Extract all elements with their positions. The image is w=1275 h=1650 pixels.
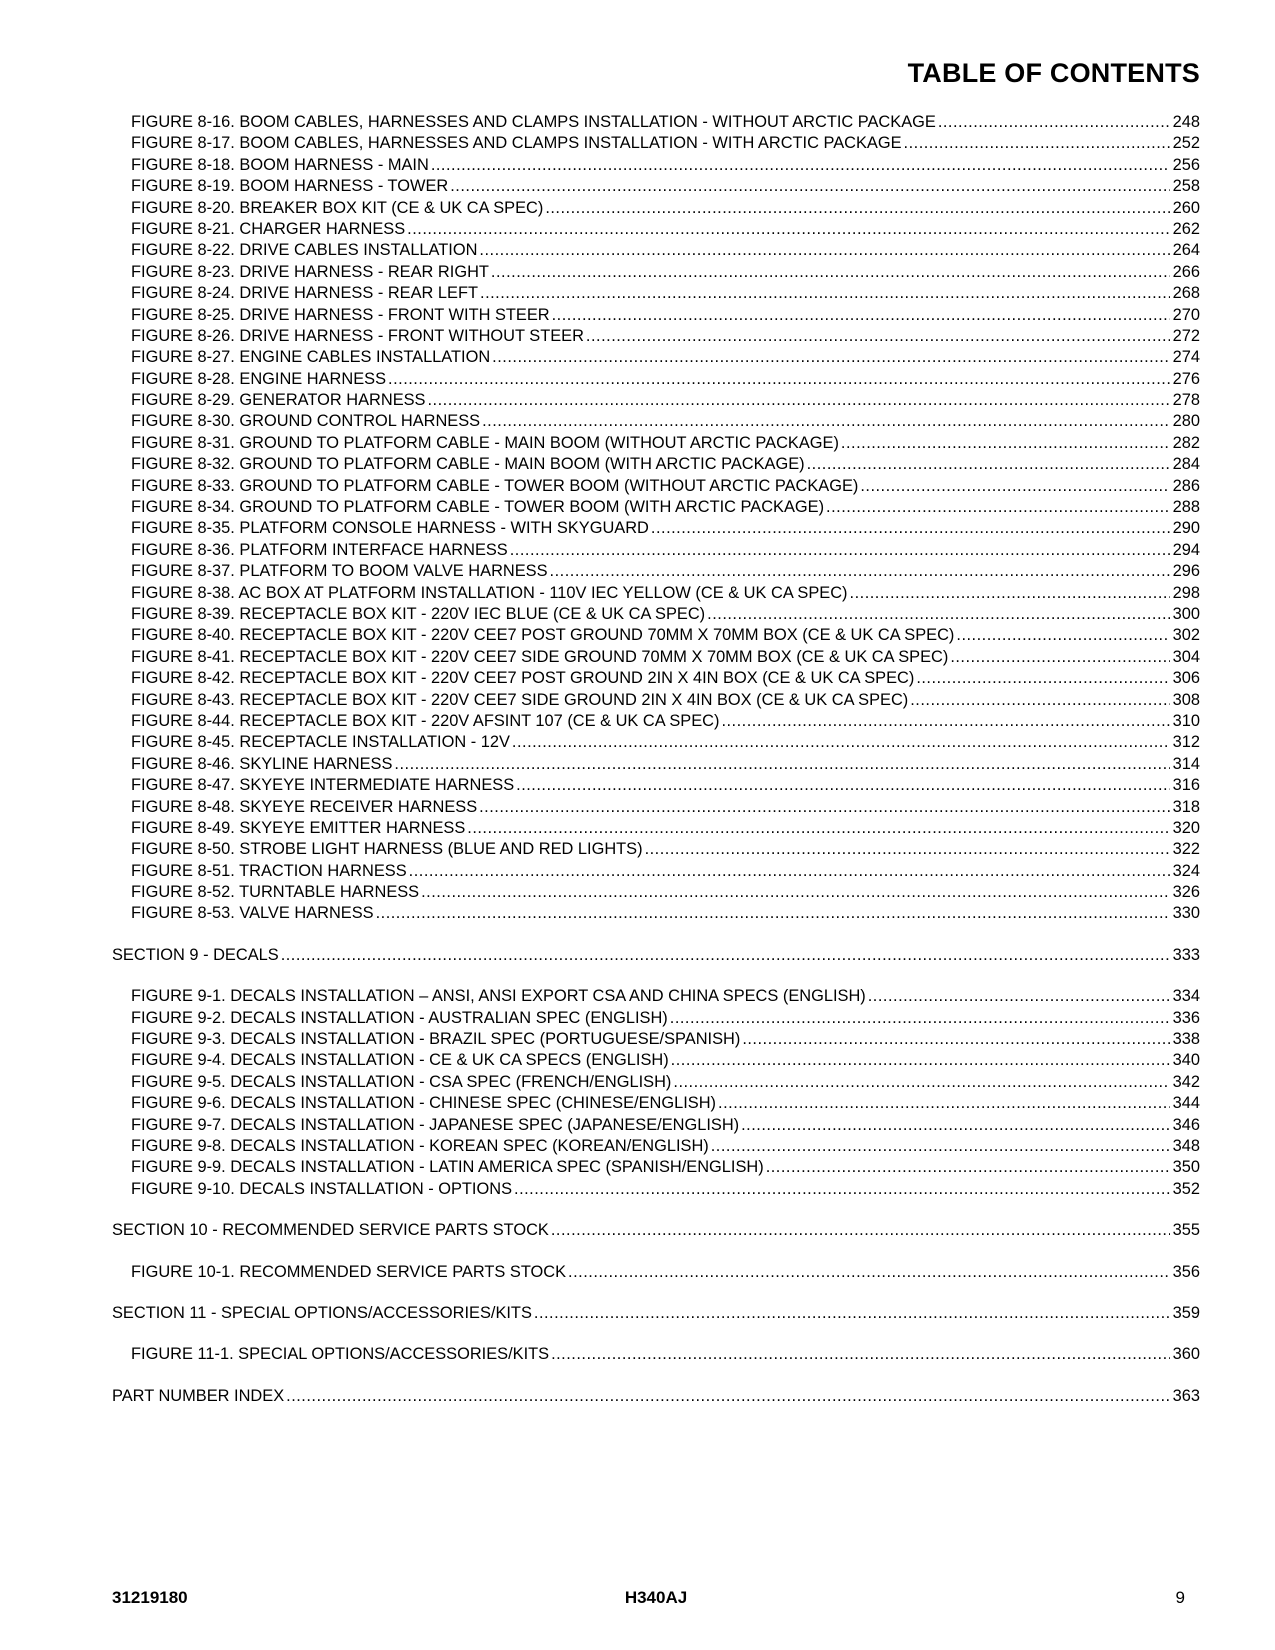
toc-entry-label: FIGURE 8-44. RECEPTACLE BOX KIT - 220V AFSINT 107 (CE & UK CA SPEC) — [131, 711, 720, 730]
toc-entry-page: 300 — [1172, 604, 1200, 623]
toc-entry-page: 308 — [1172, 690, 1200, 709]
toc-entry[interactable] — [112, 604, 1200, 625]
dot-leader — [516, 775, 1170, 796]
toc-entry-label: FIGURE 8-50. STROBE LIGHT HARNESS (BLUE AND RED LIGHTS) — [131, 840, 643, 859]
toc-entry-label: FIGURE 8-30. GROUND CONTROL HARNESS — [131, 412, 481, 431]
dot-leader — [450, 176, 1169, 197]
toc-entry-label: FIGURE 8-37. PLATFORM TO BOOM VALVE HARNESS — [131, 562, 548, 581]
dot-leader — [512, 732, 1170, 753]
toc-entry[interactable] — [112, 497, 1200, 518]
footer-doc-number: 31219180 — [112, 1588, 188, 1607]
toc-entry-label: FIGURE 9-6. DECALS INSTALLATION - CHINESE SPEC (CHINESE/ENGLISH) — [131, 1094, 717, 1113]
toc-entry-label: FIGURE 8-49. SKYEYE EMITTER HARNESS — [131, 818, 466, 837]
toc-entry[interactable] — [112, 133, 1200, 154]
dot-leader — [742, 1029, 1169, 1050]
dot-leader — [711, 1136, 1170, 1157]
dot-leader — [950, 647, 1169, 668]
toc-entry-page: 322 — [1172, 840, 1200, 859]
dot-leader — [482, 411, 1170, 432]
toc-entry-label: FIGURE 8-34. GROUND TO PLATFORM CABLE - TOWER BOOM (WITH ARCTIC PACKAGE) — [131, 498, 825, 517]
toc-entry-page: 336 — [1172, 1008, 1200, 1027]
dot-leader — [545, 198, 1169, 219]
toc-entry[interactable] — [112, 945, 1200, 966]
toc-entry-page: 298 — [1172, 583, 1200, 602]
toc-entry-page: 262 — [1172, 219, 1200, 238]
toc-entry-label: FIGURE 8-41. RECEPTACLE BOX KIT - 220V CEE7 SIDE GROUND 70MM X 70MM BOX (CE & UK CA SPEC) — [131, 647, 949, 666]
toc-entry-page: 258 — [1172, 177, 1200, 196]
toc-entry-label: FIGURE 8-36. PLATFORM INTERFACE HARNESS — [131, 540, 508, 559]
toc-entry-page: 352 — [1172, 1179, 1200, 1198]
toc-entry-page: 350 — [1172, 1158, 1200, 1177]
dot-leader — [491, 262, 1170, 283]
toc-entry[interactable] — [112, 326, 1200, 347]
toc-entry-label: FIGURE 8-32. GROUND TO PLATFORM CABLE - MAIN BOOM (WITH ARCTIC PACKAGE) — [131, 455, 805, 474]
dot-leader — [286, 1386, 1170, 1407]
toc-entry[interactable] — [112, 240, 1200, 261]
toc-entry-label: FIGURE 9-10. DECALS INSTALLATION - OPTIONS — [131, 1179, 513, 1198]
dot-leader — [707, 604, 1169, 625]
toc-entry-label: FIGURE 8-40. RECEPTACLE BOX KIT - 220V CEE7 POST GROUND 70MM X 70MM BOX (CE & UK CA SPEC) — [131, 626, 955, 645]
toc-entry-page: 363 — [1172, 1386, 1200, 1405]
toc-entry[interactable] — [112, 1220, 1200, 1241]
toc-entry[interactable] — [112, 433, 1200, 454]
dot-leader — [586, 326, 1170, 347]
toc-entry-page: 338 — [1172, 1030, 1200, 1049]
dot-leader — [421, 882, 1170, 903]
toc-entry[interactable] — [112, 882, 1200, 903]
dot-leader — [552, 305, 1170, 326]
toc-entry-label: SECTION 9 - DECALS — [112, 945, 279, 964]
toc-entry[interactable] — [112, 732, 1200, 753]
toc-entry-label: SECTION 10 - RECOMMENDED SERVICE PARTS STOCK — [112, 1221, 549, 1240]
toc-entry[interactable] — [112, 625, 1200, 646]
toc-entry[interactable] — [112, 647, 1200, 668]
toc-entry-label: FIGURE 8-29. GENERATOR HARNESS — [131, 391, 426, 410]
toc-entry-page: 348 — [1172, 1136, 1200, 1155]
toc-entry-page: 356 — [1172, 1262, 1200, 1281]
toc-entry[interactable] — [112, 711, 1200, 732]
toc-entry[interactable] — [112, 198, 1200, 219]
footer-model: H340AJ — [624, 1588, 688, 1607]
toc-entry-label: FIGURE 8-42. RECEPTACLE BOX KIT - 220V CEE7 POST GROUND 2IN X 4IN BOX (CE & UK CA SPEC) — [131, 669, 915, 688]
toc-entry[interactable] — [112, 1093, 1200, 1114]
toc-entry[interactable] — [112, 305, 1200, 326]
toc-entry-page: 344 — [1172, 1094, 1200, 1113]
toc-entry-page: 296 — [1172, 562, 1200, 581]
toc-entry[interactable] — [112, 1157, 1200, 1178]
toc-entry-label: FIGURE 8-52. TURNTABLE HARNESS — [131, 883, 420, 902]
toc-entry-page: 330 — [1172, 904, 1200, 923]
toc-entry[interactable] — [112, 283, 1200, 304]
toc-entry[interactable] — [112, 262, 1200, 283]
toc-entry[interactable] — [112, 1262, 1200, 1283]
toc-entry-page: 266 — [1172, 262, 1200, 281]
toc-entry-label: FIGURE 8-48. SKYEYE RECEIVER HARNESS — [131, 797, 478, 816]
toc-entry-page: 268 — [1172, 284, 1200, 303]
toc-entry-label: FIGURE 9-5. DECALS INSTALLATION - CSA SPEC (FRENCH/ENGLISH) — [131, 1072, 672, 1091]
toc-entry-page: 272 — [1172, 326, 1200, 345]
toc-entry-label: FIGURE 8-26. DRIVE HARNESS - FRONT WITHOUT STEER — [131, 326, 584, 345]
dot-leader — [431, 155, 1170, 176]
toc-entry-page: 270 — [1172, 305, 1200, 324]
dot-leader — [480, 283, 1170, 304]
dot-leader — [407, 219, 1169, 240]
toc-entry[interactable] — [112, 690, 1200, 711]
toc-entry-label: FIGURE 9-2. DECALS INSTALLATION - AUSTRALIAN SPEC (ENGLISH) — [131, 1008, 668, 1027]
dot-leader — [826, 497, 1170, 518]
toc-entry[interactable] — [112, 818, 1200, 839]
toc-entry-page: 318 — [1172, 797, 1200, 816]
dot-leader — [860, 476, 1169, 497]
toc-entry[interactable] — [112, 390, 1200, 411]
toc-entry[interactable] — [112, 1029, 1200, 1050]
toc-entry[interactable] — [112, 518, 1200, 539]
toc-entry-page: 264 — [1172, 241, 1200, 260]
footer-page-number: 9 — [1175, 1588, 1185, 1607]
toc-entry-label: FIGURE 8-46. SKYLINE HARNESS — [131, 754, 393, 773]
toc-entry-label: FIGURE 9-4. DECALS INSTALLATION - CE & UK CA SPECS (ENGLISH) — [131, 1051, 669, 1070]
toc-entry[interactable] — [112, 112, 1200, 133]
toc-entry-page: 334 — [1172, 987, 1200, 1006]
toc-entry[interactable] — [112, 369, 1200, 390]
dot-leader — [388, 369, 1170, 390]
toc-entry[interactable] — [112, 1386, 1200, 1407]
toc-entry-label: FIGURE 8-17. BOOM CABLES, HARNESSES AND CLAMPS INSTALLATION - WITH ARCTIC PACKAGE — [131, 134, 902, 153]
toc-entry-page: 312 — [1172, 733, 1200, 752]
toc-entry[interactable] — [112, 839, 1200, 860]
toc-entry-page: 333 — [1172, 945, 1200, 964]
toc-entry-label: FIGURE 8-27. ENGINE CABLES INSTALLATION — [131, 348, 491, 367]
toc-entry-page: 252 — [1172, 134, 1200, 153]
toc-entry[interactable] — [112, 903, 1200, 924]
dot-leader — [467, 818, 1169, 839]
toc-entry-page: 340 — [1172, 1051, 1200, 1070]
toc-entry-page: 326 — [1172, 883, 1200, 902]
toc-entry-label: FIGURE 11-1. SPECIAL OPTIONS/ACCESSORIES/KITS — [131, 1345, 550, 1364]
dot-leader — [645, 839, 1170, 860]
toc-entry-page: 274 — [1172, 348, 1200, 367]
toc-entry-label: FIGURE 10-1. RECOMMENDED SERVICE PARTS STOCK — [131, 1262, 567, 1281]
toc-entry-label: FIGURE 8-31. GROUND TO PLATFORM CABLE - MAIN BOOM (WITHOUT ARCTIC PACKAGE) — [131, 433, 839, 452]
dot-leader — [910, 690, 1169, 711]
toc-entry-label: FIGURE 8-21. CHARGER HARNESS — [131, 219, 406, 238]
dot-leader — [721, 711, 1169, 732]
toc-entry[interactable] — [112, 561, 1200, 582]
toc-entry-label: FIGURE 8-22. DRIVE CABLES INSTALLATION — [131, 241, 478, 260]
toc-entry[interactable] — [112, 1115, 1200, 1136]
dot-leader — [394, 754, 1169, 775]
toc-entry[interactable] — [112, 583, 1200, 604]
toc-entry[interactable] — [112, 540, 1200, 561]
toc-entry-label: FIGURE 8-38. AC BOX AT PLATFORM INSTALLATION - 110V IEC YELLOW (CE & UK CA SPEC) — [131, 583, 848, 602]
toc-entry[interactable] — [112, 411, 1200, 432]
dot-leader — [281, 945, 1170, 966]
toc-entry[interactable] — [112, 347, 1200, 368]
dot-leader — [551, 1344, 1170, 1365]
toc-entry[interactable] — [112, 986, 1200, 1007]
toc-entry-label: FIGURE 9-1. DECALS INSTALLATION – ANSI, ANSI EXPORT CSA AND CHINA SPECS (ENGLISH) — [131, 987, 866, 1006]
dot-leader — [956, 625, 1169, 646]
toc-entry-page: 284 — [1172, 455, 1200, 474]
toc-entry-label: FIGURE 8-20. BREAKER BOX KIT (CE & UK CA SPEC) — [131, 198, 544, 217]
toc-entry-label: PART NUMBER INDEX — [112, 1386, 285, 1405]
toc-entry-label: FIGURE 8-45. RECEPTACLE INSTALLATION - 12V — [131, 733, 510, 752]
table-of-contents — [112, 112, 1200, 1407]
toc-entry[interactable] — [112, 155, 1200, 176]
toc-entry-page: 355 — [1172, 1221, 1200, 1240]
toc-entry[interactable] — [112, 668, 1200, 689]
dot-leader — [671, 1050, 1170, 1071]
toc-entry[interactable] — [112, 861, 1200, 882]
dot-leader — [479, 240, 1169, 261]
toc-entry-label: FIGURE 9-7. DECALS INSTALLATION - JAPANESE SPEC (JAPANESE/ENGLISH) — [131, 1115, 740, 1134]
toc-entry[interactable] — [112, 754, 1200, 775]
toc-entry-label: FIGURE 8-28. ENGINE HARNESS — [131, 369, 387, 388]
toc-entry-page: 286 — [1172, 476, 1200, 495]
toc-entry-label: FIGURE 8-35. PLATFORM CONSOLE HARNESS - WITH SKYGUARD — [131, 519, 649, 538]
toc-entry-page: 346 — [1172, 1115, 1200, 1134]
toc-entry[interactable] — [112, 476, 1200, 497]
toc-entry-page: 290 — [1172, 519, 1200, 538]
toc-entry-label: FIGURE 9-3. DECALS INSTALLATION - BRAZIL SPEC (PORTUGUESE/SPANISH) — [131, 1030, 741, 1049]
toc-entry-label: FIGURE 8-16. BOOM CABLES, HARNESSES AND CLAMPS INSTALLATION - WITHOUT ARCTIC PACKAGE — [131, 113, 936, 131]
toc-entry-page: 324 — [1172, 861, 1200, 880]
toc-entry-page: 310 — [1172, 711, 1200, 730]
dot-leader — [868, 986, 1170, 1007]
toc-entry-page: 359 — [1172, 1303, 1200, 1322]
dot-leader — [534, 1303, 1170, 1324]
toc-entry-page: 278 — [1172, 391, 1200, 410]
dot-leader — [510, 540, 1170, 561]
toc-entry[interactable] — [112, 1050, 1200, 1071]
toc-entry-label: FIGURE 8-33. GROUND TO PLATFORM CABLE - TOWER BOOM (WITHOUT ARCTIC PACKAGE) — [131, 476, 859, 495]
dot-leader — [376, 903, 1170, 924]
dot-leader — [673, 1072, 1169, 1093]
toc-entry-label: FIGURE 8-53. VALVE HARNESS — [131, 904, 374, 923]
dot-leader — [492, 347, 1169, 368]
toc-entry-label: FIGURE 8-47. SKYEYE INTERMEDIATE HARNESS — [131, 776, 515, 795]
toc-entry-page: 276 — [1172, 369, 1200, 388]
dot-leader — [718, 1093, 1170, 1114]
dot-leader — [550, 561, 1170, 582]
dot-leader — [670, 1008, 1170, 1029]
dot-leader — [514, 1179, 1170, 1200]
toc-entry[interactable] — [112, 1008, 1200, 1029]
toc-entry-label: FIGURE 8-24. DRIVE HARNESS - REAR LEFT — [131, 284, 479, 303]
page-title: TABLE OF CONTENTS — [907, 58, 1200, 88]
toc-entry-page: 248 — [1172, 113, 1200, 131]
dot-leader — [409, 861, 1170, 882]
toc-entry-page: 256 — [1172, 155, 1200, 174]
toc-entry-page: 260 — [1172, 198, 1200, 217]
toc-entry-page: 320 — [1172, 818, 1200, 837]
toc-entry-label: FIGURE 9-9. DECALS INSTALLATION - LATIN AMERICA SPEC (SPANISH/ENGLISH) — [131, 1158, 764, 1177]
toc-entry-label: FIGURE 8-51. TRACTION HARNESS — [131, 861, 407, 880]
dot-leader — [904, 133, 1170, 154]
toc-entry-label: FIGURE 8-43. RECEPTACLE BOX KIT - 220V CEE7 SIDE GROUND 2IN X 4IN BOX (CE & UK CA SPEC) — [131, 690, 909, 709]
toc-entry-page: 314 — [1172, 754, 1200, 773]
toc-entry-page: 342 — [1172, 1072, 1200, 1091]
toc-entry-page: 316 — [1172, 776, 1200, 795]
dot-leader — [841, 433, 1170, 454]
toc-entry[interactable] — [112, 1072, 1200, 1093]
dot-leader — [850, 583, 1170, 604]
dot-leader — [479, 797, 1170, 818]
toc-entry-label: FIGURE 9-8. DECALS INSTALLATION - KOREAN SPEC (KOREAN/ENGLISH) — [131, 1136, 709, 1155]
dot-leader — [568, 1262, 1170, 1283]
dot-leader — [428, 390, 1170, 411]
toc-entry-label: SECTION 11 - SPECIAL OPTIONS/ACCESSORIES/KITS — [112, 1303, 532, 1322]
dot-leader — [916, 668, 1169, 689]
toc-entry[interactable] — [112, 797, 1200, 818]
toc-entry[interactable] — [112, 1303, 1200, 1324]
toc-entry[interactable] — [112, 219, 1200, 240]
dot-leader — [766, 1157, 1170, 1178]
dot-leader — [651, 518, 1170, 539]
dot-leader — [807, 454, 1170, 475]
toc-entry[interactable] — [112, 176, 1200, 197]
toc-entry-page: 306 — [1172, 669, 1200, 688]
toc-entry-label: FIGURE 8-19. BOOM HARNESS - TOWER — [131, 177, 449, 196]
toc-entry-label: FIGURE 8-23. DRIVE HARNESS - REAR RIGHT — [131, 262, 489, 281]
toc-entry-label: FIGURE 8-39. RECEPTACLE BOX KIT - 220V IEC BLUE (CE & UK CA SPEC) — [131, 604, 706, 623]
toc-entry-page: 360 — [1172, 1345, 1200, 1364]
toc-entry-label: FIGURE 8-25. DRIVE HARNESS - FRONT WITH STEER — [131, 305, 550, 324]
dot-leader — [551, 1220, 1170, 1241]
toc-entry-page: 288 — [1172, 498, 1200, 517]
toc-entry-page: 282 — [1172, 433, 1200, 452]
dot-leader — [741, 1115, 1170, 1136]
toc-entry-page: 304 — [1172, 647, 1200, 666]
toc-entry-label: FIGURE 8-18. BOOM HARNESS - MAIN — [131, 155, 429, 174]
toc-entry[interactable] — [112, 1179, 1200, 1200]
toc-entry[interactable] — [112, 1344, 1200, 1365]
toc-entry-page: 280 — [1172, 412, 1200, 431]
toc-entry[interactable] — [112, 775, 1200, 796]
toc-entry-page: 302 — [1172, 626, 1200, 645]
toc-entry[interactable] — [112, 1136, 1200, 1157]
page-footer — [112, 1588, 1200, 1610]
dot-leader — [938, 112, 1170, 133]
toc-entry-page: 294 — [1172, 540, 1200, 559]
toc-entry[interactable] — [112, 454, 1200, 475]
